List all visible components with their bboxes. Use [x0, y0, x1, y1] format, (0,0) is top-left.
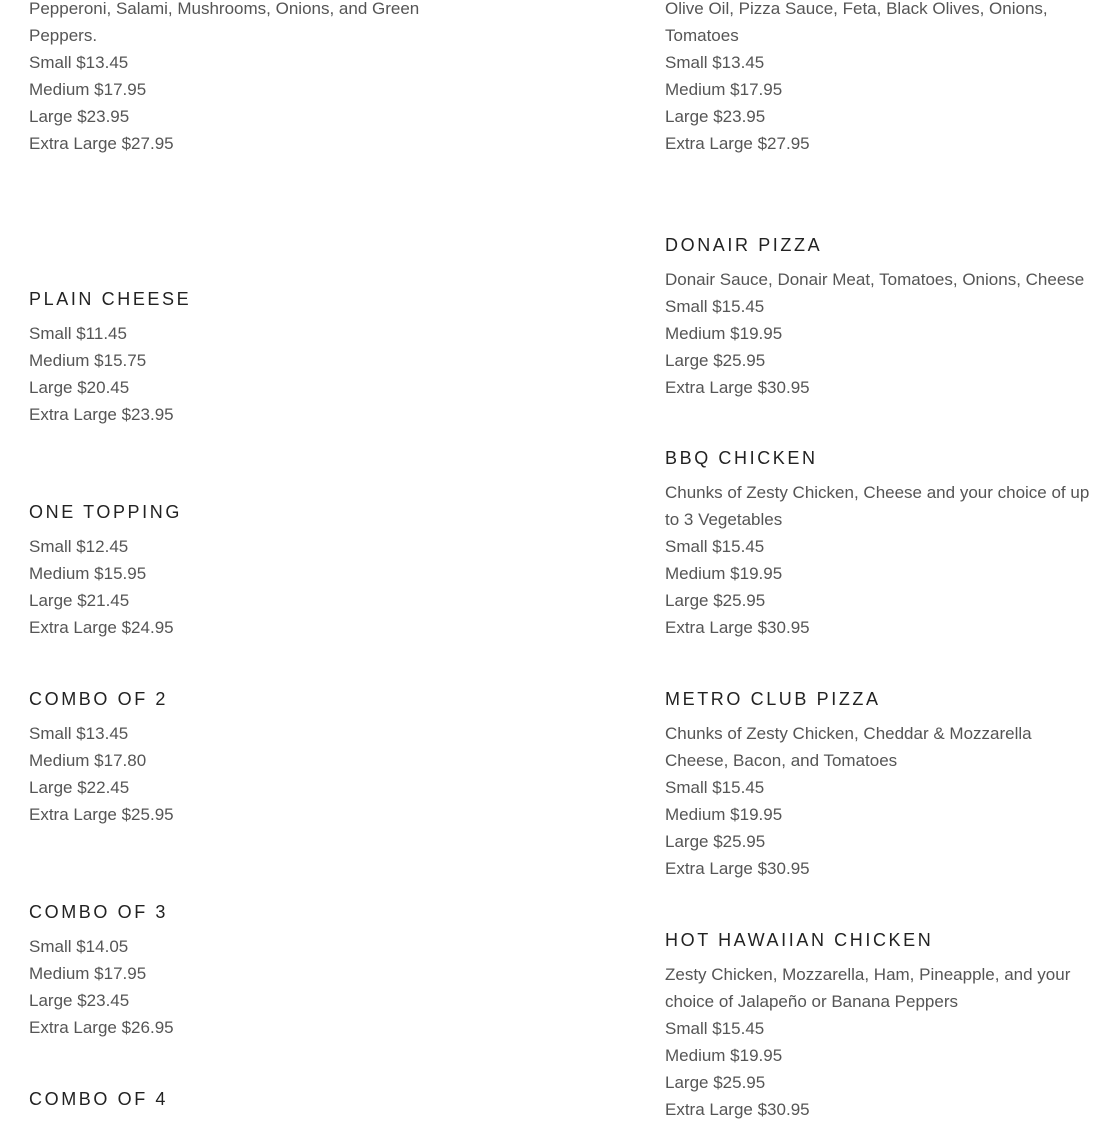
- item-title: ONE TOPPING: [29, 502, 182, 522]
- price-large: Large $25.95: [665, 1073, 766, 1092]
- price-large: Large $25.95: [665, 351, 766, 370]
- item-title: COMBO OF 4: [29, 1089, 169, 1109]
- price-medium: Medium $19.95: [665, 1046, 783, 1065]
- price-small: Small $14.05: [29, 937, 129, 956]
- menu-item-donair-pizza: [665, 234, 1095, 401]
- item-title: COMBO OF 3: [29, 902, 169, 922]
- item-title: HOT HAWAIIAN CHICKEN: [665, 930, 934, 950]
- price-small: Small $13.45: [29, 724, 129, 743]
- price-small: Small $15.45: [665, 778, 765, 797]
- price-large: Large $25.95: [665, 832, 766, 851]
- menu-item-metro-club-pizza: [665, 688, 1095, 882]
- price-medium: Medium $19.95: [665, 564, 783, 583]
- menu-item-combo-of-4: [29, 1088, 459, 1120]
- item-description: Pepperoni, Salami, Mushrooms, Onions, and Green Peppers.: [29, 0, 420, 45]
- item-description: Donair Sauce, Donair Meat, Tomatoes, Onions, Cheese: [665, 270, 1085, 289]
- item-title: METRO CLUB PIZZA: [665, 689, 881, 709]
- price-medium: Medium $19.95: [665, 805, 783, 824]
- price-extra-large: Extra Large $30.95: [665, 378, 810, 397]
- price-medium: Medium $17.95: [665, 80, 783, 99]
- menu-item-bbq-chicken: [665, 447, 1095, 641]
- price-small: Small $11.45: [29, 324, 127, 343]
- menu-item-hot-hawaiian-chicken: [665, 929, 1095, 1123]
- item-title: BBQ CHICKEN: [665, 448, 818, 468]
- price-extra-large: Extra Large $25.95: [29, 805, 174, 824]
- price-large: Large $23.45: [29, 991, 130, 1010]
- price-medium: Medium $19.95: [665, 324, 783, 343]
- price-medium: Medium $17.80: [29, 751, 147, 770]
- price-extra-large: Extra Large $27.95: [665, 134, 810, 153]
- price-large: Large $20.45: [29, 378, 130, 397]
- price-large: Large $22.45: [29, 778, 130, 797]
- price-extra-large: Extra Large $26.95: [29, 1018, 174, 1037]
- price-small: Small $15.45: [665, 537, 765, 556]
- price-extra-large: Extra Large $30.95: [665, 618, 810, 637]
- price-small: Small $13.45: [665, 53, 765, 72]
- price-small: Small $13.45: [29, 53, 129, 72]
- price-large: Large $23.95: [665, 107, 766, 126]
- price-extra-large: Extra Large $30.95: [665, 859, 810, 878]
- item-description: Chunks of Zesty Chicken, Cheese and your choice of up to 3 Vegetables: [665, 483, 1090, 529]
- item-description: Zesty Chicken, Mozzarella, Ham, Pineapple, and your choice of Jalapeño or Banana Peppers: [665, 965, 1071, 1011]
- price-small: Small $15.45: [665, 297, 765, 316]
- menu-item-plain-cheese: [29, 288, 459, 428]
- menu-item-one-topping: [29, 501, 459, 641]
- price-medium: Medium $17.95: [29, 80, 147, 99]
- price-extra-large: Extra Large $24.95: [29, 618, 174, 637]
- price-small: Small $12.45: [29, 537, 129, 556]
- price-medium: Medium $15.75: [29, 351, 147, 370]
- price-extra-large: Extra Large $23.95: [29, 405, 174, 424]
- item-description: Chunks of Zesty Chicken, Cheddar & Mozzarella Cheese, Bacon, and Tomatoes: [665, 724, 1032, 770]
- price-small: Small $15.45: [665, 1019, 765, 1038]
- item-title: PLAIN CHEESE: [29, 289, 192, 309]
- menu-item-combo-of-3: [29, 901, 459, 1041]
- item-title: DONAIR PIZZA: [665, 235, 823, 255]
- price-medium: Medium $17.95: [29, 964, 147, 983]
- price-extra-large: Extra Large $30.95: [665, 1100, 810, 1119]
- price-medium: Medium $15.95: [29, 564, 147, 583]
- price-extra-large: Extra Large $27.95: [29, 134, 174, 153]
- item-title: COMBO OF 2: [29, 689, 169, 709]
- menu-item-partial-left: [29, 0, 459, 157]
- price-large: Large $21.45: [29, 591, 130, 610]
- menu-item-partial-right: [665, 0, 1095, 157]
- price-large: Large $23.95: [29, 107, 130, 126]
- price-large: Large $25.95: [665, 591, 766, 610]
- item-description: Olive Oil, Pizza Sauce, Feta, Black Olives, Onions, Tomatoes: [665, 0, 1048, 45]
- menu-item-combo-of-2: [29, 688, 459, 828]
